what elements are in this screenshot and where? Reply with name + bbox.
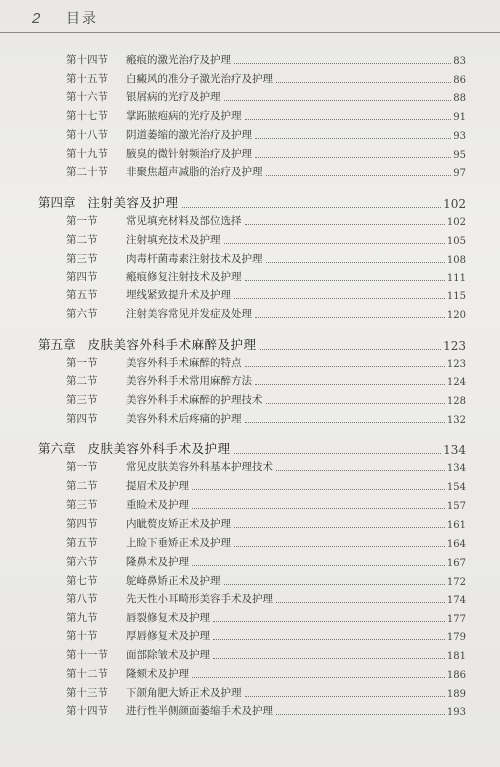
page-reference: 120 (446, 310, 466, 321)
toc-section-entry[interactable] (66, 411, 466, 426)
toc-section-entry[interactable] (66, 703, 466, 718)
toc-section-entry[interactable] (66, 232, 466, 247)
dot-leader (255, 384, 445, 385)
page-reference: 167 (446, 558, 466, 569)
dot-leader (266, 403, 445, 404)
toc-section-entry[interactable] (66, 269, 466, 284)
page-number: 2 (32, 9, 41, 27)
toc-section-entry[interactable] (66, 554, 466, 569)
dot-leader (260, 349, 442, 350)
toc-chapter-entry[interactable] (38, 440, 466, 457)
page-reference: 86 (453, 75, 466, 86)
page-reference: 97 (453, 168, 466, 179)
dot-leader (192, 677, 445, 678)
section-title: 瘢痕的激光治疗及护理 (126, 54, 231, 66)
dot-leader (255, 138, 451, 139)
chapter-number: 第四章 (38, 195, 76, 210)
toc-section-entry[interactable] (66, 459, 466, 474)
dot-leader (234, 546, 445, 547)
dot-leader (245, 696, 445, 697)
dot-leader (234, 298, 445, 299)
section-title: 进行性半侧颜面萎缩手术及护理 (126, 705, 273, 717)
section-title: 先天性小耳畸形美容手术及护理 (126, 593, 273, 605)
section-title: 美容外科手术常用麻醉方法 (126, 375, 252, 387)
toc-section-entry[interactable] (66, 89, 466, 104)
dot-leader (245, 366, 445, 367)
section-number: 第四节 (66, 271, 98, 283)
toc-section-entry[interactable] (66, 478, 466, 493)
section-title: 常见填充材料及部位选择 (126, 215, 242, 227)
dot-leader (192, 565, 445, 566)
page-reference: 93 (453, 131, 466, 142)
page-reference: 102 (446, 217, 466, 228)
page-reference: 108 (446, 255, 466, 266)
section-number: 第三节 (66, 253, 98, 265)
section-number: 第一节 (66, 215, 98, 227)
dot-leader (192, 508, 445, 509)
page-reference: 154 (446, 482, 466, 493)
section-number: 第十二节 (66, 668, 108, 680)
section-title: 美容外科手术麻醉的护理技术 (126, 394, 263, 406)
section-number: 第十四节 (66, 705, 108, 717)
page-reference: 83 (453, 56, 466, 67)
section-title: 埋线紧致提升术及护理 (126, 289, 231, 301)
toc-section-entry[interactable] (66, 355, 466, 370)
toc-section-entry[interactable] (66, 146, 466, 161)
toc-section-entry[interactable] (66, 573, 466, 588)
toc-section-entry[interactable] (66, 287, 466, 302)
section-number: 第五节 (66, 537, 98, 549)
page-reference: 124 (446, 377, 466, 388)
toc-section-entry[interactable] (66, 628, 466, 643)
page-reference: 134 (446, 463, 466, 474)
section-number: 第七节 (66, 575, 98, 587)
dot-leader (276, 602, 445, 603)
toc-section-entry[interactable] (66, 647, 466, 662)
toc-section-entry[interactable] (66, 591, 466, 606)
section-number: 第二十节 (66, 166, 108, 178)
section-title: 上睑下垂矫正术及护理 (126, 537, 231, 549)
section-title: 面部除皱术及护理 (126, 649, 210, 661)
page-reference: 164 (446, 539, 466, 550)
section-title: 下颌角肥大矫正术及护理 (126, 687, 242, 699)
section-title: 腋臭的微针射频治疗及护理 (126, 148, 252, 160)
page-reference: 161 (446, 520, 466, 531)
section-title: 银屑病的光疗及护理 (126, 91, 221, 103)
page-reference: 181 (446, 651, 466, 662)
page-reference: 91 (453, 112, 466, 123)
toc-chapter-entry[interactable] (38, 336, 466, 353)
section-title: 肉毒杆菌毒素注射技术及护理 (126, 253, 263, 265)
page-reference: 128 (446, 396, 466, 407)
section-number: 第一节 (66, 461, 98, 473)
section-number: 第十八节 (66, 129, 108, 141)
section-title: 厚唇修复术及护理 (126, 630, 210, 642)
chapter-title: 皮肤美容外科手术麻醉及护理 (87, 337, 257, 352)
page-reference: 123 (446, 359, 466, 370)
dot-leader (224, 584, 445, 585)
section-number: 第十九节 (66, 148, 108, 160)
page-reference: 174 (446, 595, 466, 606)
dot-leader (276, 714, 445, 715)
toc-section-entry[interactable] (66, 516, 466, 531)
toc-section-entry[interactable] (66, 535, 466, 550)
section-number: 第十六节 (66, 91, 108, 103)
page-reference: 186 (446, 670, 466, 681)
page-reference: 134 (443, 443, 466, 457)
dot-leader (213, 658, 445, 659)
section-title: 唇裂修复术及护理 (126, 612, 210, 624)
toc-section-entry[interactable] (66, 213, 466, 228)
section-title: 白癜风的准分子激光治疗及护理 (126, 73, 273, 85)
chapter-number: 第五章 (38, 337, 76, 352)
section-title: 注射填充技术及护理 (126, 234, 221, 246)
section-title: 注射美容常见并发症及处理 (126, 308, 252, 320)
section-title: 非聚焦超声减脂的治疗及护理 (126, 166, 263, 178)
page-reference: 132 (446, 415, 466, 426)
section-title: 瘢痕修复注射技术及护理 (126, 271, 242, 283)
section-number: 第十七节 (66, 110, 108, 122)
dot-leader (234, 63, 451, 64)
dot-leader (192, 489, 445, 490)
section-number: 第四节 (66, 518, 98, 530)
page-reference: 189 (446, 689, 466, 700)
section-title: 内眦赘皮矫正术及护理 (126, 518, 231, 530)
dot-leader (276, 82, 451, 83)
section-number: 第十四节 (66, 54, 108, 66)
dot-leader (224, 243, 445, 244)
section-number: 第二节 (66, 480, 98, 492)
dot-leader (213, 621, 445, 622)
dot-leader (255, 317, 445, 318)
section-number: 第八节 (66, 593, 98, 605)
dot-leader (266, 262, 445, 263)
section-title: 阴道萎缩的激光治疗及护理 (126, 129, 252, 141)
page-reference: 105 (446, 236, 466, 247)
page-reference: 95 (453, 150, 466, 161)
section-number: 第五节 (66, 289, 98, 301)
page-reference: 157 (446, 501, 466, 512)
section-number: 第十三节 (66, 687, 108, 699)
section-title: 美容外科手术麻醉的特点 (126, 357, 242, 369)
chapter-number: 第六章 (38, 441, 76, 456)
dot-leader (234, 527, 445, 528)
toc-section-entry[interactable] (66, 685, 466, 700)
toc-section-entry[interactable] (66, 108, 466, 123)
dot-leader (245, 119, 452, 120)
page-reference: 193 (446, 707, 466, 718)
section-number: 第十一节 (66, 649, 108, 661)
section-number: 第三节 (66, 394, 98, 406)
section-title: 隆鼻术及护理 (126, 556, 189, 568)
section-title: 隆颏术及护理 (126, 668, 189, 680)
toc-section-entry[interactable] (66, 373, 466, 388)
dot-leader (245, 280, 445, 281)
section-number: 第三节 (66, 499, 98, 511)
toc-section-entry[interactable] (66, 71, 466, 86)
section-number: 第二节 (66, 375, 98, 387)
dot-leader (213, 639, 445, 640)
toc-section-entry[interactable] (66, 392, 466, 407)
toc-chapter-entry[interactable] (38, 194, 466, 211)
section-number: 第四节 (66, 413, 98, 425)
chapter-title: 注射美容及护理 (87, 195, 179, 210)
section-title: 鸵峰鼻矫正术及护理 (126, 575, 221, 587)
section-number: 第一节 (66, 357, 98, 369)
dot-leader (245, 422, 445, 423)
section-number: 第六节 (66, 308, 98, 320)
page-reference: 111 (446, 273, 466, 284)
page-reference: 179 (446, 632, 466, 643)
section-title: 重睑术及护理 (126, 499, 189, 511)
section-title: 美容外科术后疼痛的护理 (126, 413, 242, 425)
toc-section-entry[interactable] (66, 610, 466, 625)
section-title: 提眉术及护理 (126, 480, 189, 492)
chapter-title: 皮肤美容外科手术及护理 (87, 441, 231, 456)
dot-leader (224, 100, 452, 101)
section-title: 常见皮肤美容外科基本护理技术 (126, 461, 273, 473)
dot-leader (255, 157, 451, 158)
dot-leader (234, 453, 442, 454)
header-title: 目录 (66, 11, 98, 27)
toc-section-entry[interactable] (66, 164, 466, 179)
toc-section-entry[interactable] (66, 306, 466, 321)
toc-section-entry[interactable] (66, 497, 466, 512)
dot-leader (276, 470, 445, 471)
section-number: 第二节 (66, 234, 98, 246)
toc-section-entry[interactable] (66, 52, 466, 67)
toc-section-entry[interactable] (66, 251, 466, 266)
dot-leader (182, 207, 442, 208)
toc-section-entry[interactable] (66, 127, 466, 142)
dot-leader (245, 224, 445, 225)
toc-section-entry[interactable] (66, 666, 466, 681)
page-reference: 123 (443, 339, 466, 353)
page-reference: 102 (443, 197, 466, 211)
section-number: 第十节 (66, 630, 98, 642)
section-title: 掌跖脓疱病的光疗及护理 (126, 110, 242, 122)
section-number: 第九节 (66, 612, 98, 624)
dot-leader (266, 175, 452, 176)
section-number: 第六节 (66, 556, 98, 568)
page-reference: 177 (446, 614, 466, 625)
page-reference: 115 (446, 291, 466, 302)
page-reference: 88 (453, 93, 466, 104)
section-number: 第十五节 (66, 73, 108, 85)
page-reference: 172 (446, 577, 466, 588)
